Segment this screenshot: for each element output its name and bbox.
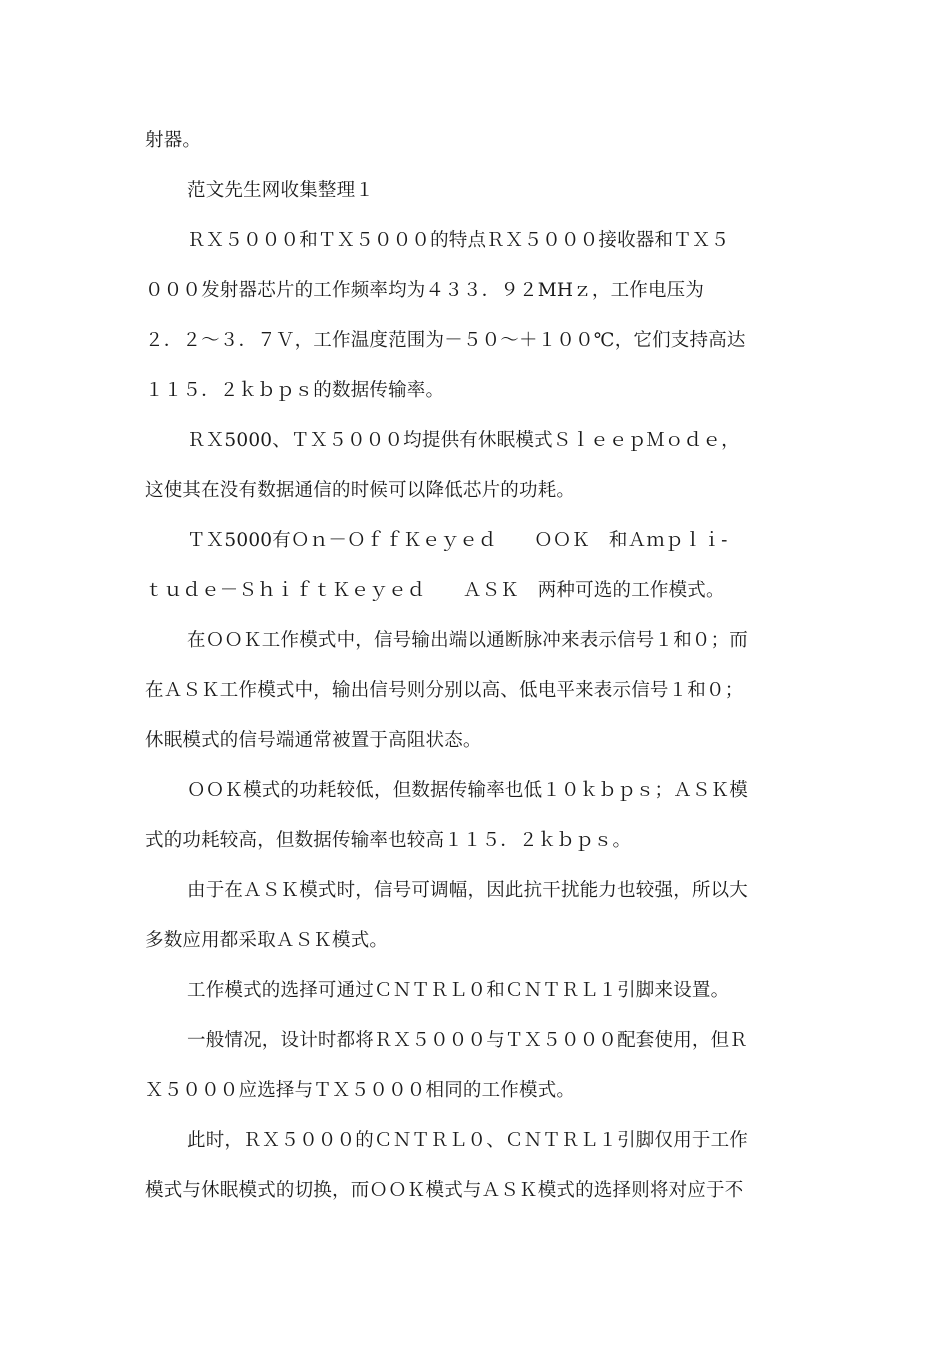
text-line-2: 范文先生网收集整理１ bbox=[187, 180, 375, 201]
text-line-1: 射器。 bbox=[145, 130, 202, 151]
text-line-10: ｔｕｄｅ－ＳｈｉｆｔＫｅｙｅｄ ＡＳＫ 两种可选的工作模式。 bbox=[145, 580, 725, 601]
text-line-15: 式的功耗较高，但数据传输率也较高１１５．２ｋｂｐｓ。 bbox=[145, 830, 632, 851]
text-line-18: 工作模式的选择可通过ＣＮＴＲＬ０和ＣＮＴＲＬ１引脚来设置。 bbox=[187, 980, 730, 1001]
text-line-13: 休眠模式的信号端通常被置于高阻状态。 bbox=[145, 730, 482, 751]
text-line-16: 由于在ＡＳＫ模式时，信号可调幅，因此抗干扰能力也较强，所以大 bbox=[187, 880, 749, 901]
text-line-12: 在ＡＳＫ工作模式中，输出信号则分别以高、低电平来表示信号１和０； bbox=[145, 680, 744, 701]
text-line-11: 在ＯＯＫ工作模式中，信号输出端以通断脉冲来表示信号１和０；而 bbox=[187, 630, 749, 651]
text-line-17: 多数应用都采取ＡＳＫ模式。 bbox=[145, 930, 389, 951]
text-line-14: ＯＯＫ模式的功耗较低，但数据传输率也低１０ｋｂｐｓ；ＡＳＫ模 bbox=[187, 780, 749, 801]
text-line-6: １１５．２ｋｂｐｓ的数据传输率。 bbox=[145, 380, 445, 401]
text-line-22: 模式与休眠模式的切换，而ＯＯＫ模式与ＡＳＫ模式的选择则将对应于不 bbox=[145, 1180, 744, 1201]
text-line-7: ＲＸ5000、ＴＸ５０００均提供有休眠模式ＳｌｅｅｐＭｏｄｅ， bbox=[187, 430, 740, 451]
text-line-4: ０００发射器芯片的工作频率均为４３３．９２MHｚ，工作电压为 bbox=[145, 280, 705, 301]
text-line-8: 这使其在没有数据通信的时候可以降低芯片的功耗。 bbox=[145, 480, 576, 501]
text-line-19: 一般情况，设计时都将ＲＸ５０００与ＴＸ５０００配套使用，但Ｒ bbox=[187, 1030, 749, 1051]
text-line-20: Ｘ５０００应选择与ＴＸ５０００相同的工作模式。 bbox=[145, 1080, 576, 1101]
text-line-21: 此时，ＲＸ５０００的ＣＮＴＲＬ０、ＣＮＴＲＬ１引脚仅用于工作 bbox=[187, 1130, 749, 1151]
text-line-5: ２．２～３．７Ｖ，工作温度范围为－５０～＋１００℃，它们支持高达 bbox=[145, 330, 746, 351]
text-line-3: ＲＸ５０００和ＴＸ５０００的特点ＲＸ５０００接收器和ＴＸ５ bbox=[187, 230, 730, 251]
text-line-9: ＴＸ5000有Ｏｎ－ＯｆｆＫｅｙｅｄ ＯＯＫ 和Ａｍｐｌｉ- bbox=[187, 530, 728, 551]
